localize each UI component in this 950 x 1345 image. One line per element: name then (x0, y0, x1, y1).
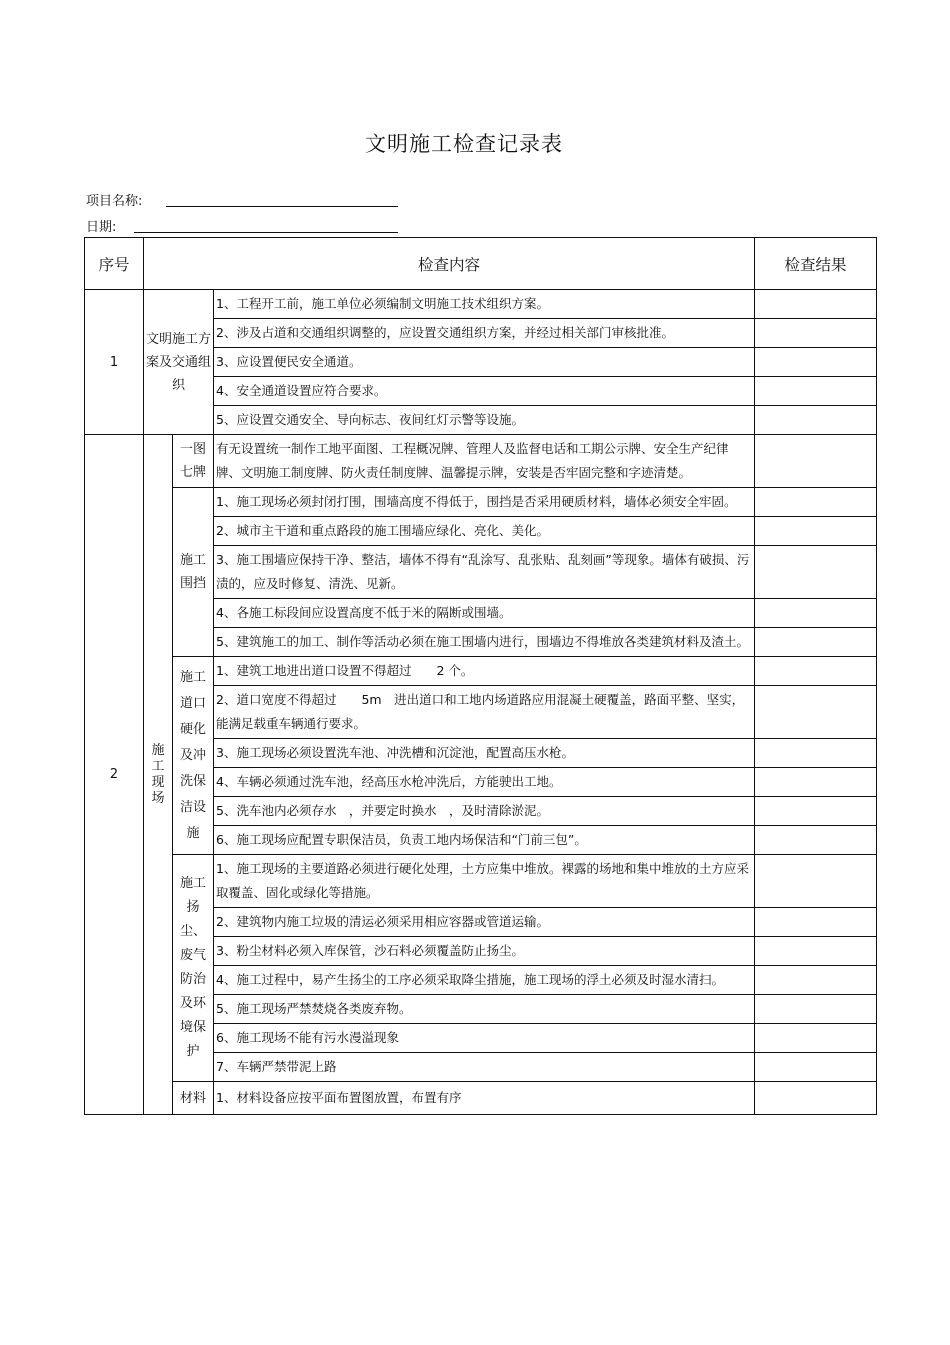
table-row (85, 290, 877, 319)
check-item: 1、施工现场的主要道路必须进行硬化处理，土方应集中堆放。裸露的场地和集中堆放的土方应采取覆盖、固化或绿化等措施。 (214, 855, 755, 908)
result-cell[interactable] (755, 488, 877, 517)
check-item: 5、施工现场严禁焚烧各类废弃物。 (214, 995, 755, 1024)
check-item: 有无设置统一制作工地平面图、工程概况牌、管理人及监督电话和工期公示牌、安全生产纪律牌、文明施工制度牌、防火责任制度牌、温馨提示牌，安装是否牢固完整和字迹清楚。 (214, 435, 755, 488)
date-label: 日期: (86, 220, 117, 235)
result-cell[interactable] (755, 628, 877, 657)
check-item: 6、施工现场应配置专职保洁员，负责工地内场保洁和“门前三包”。 (214, 826, 755, 855)
result-cell[interactable] (755, 348, 877, 377)
section1-category: 文明施工方案及交通组织 (144, 290, 214, 435)
result-cell[interactable] (755, 768, 877, 797)
check-item: 4、施工过程中，易产生扬尘的工序必须采取降尘措施，施工现场的浮土必须及时湿水清扫。 (214, 966, 755, 995)
check-item: 3、施工围墙应保持干净、整洁，墙体不得有“乱涂写、乱张贴、乱刻画”等现象。墙体有破损、污渍的，应及时修复、清洗、见新。 (214, 546, 755, 599)
page-title: 文明施工检查记录表 (365, 132, 563, 156)
result-cell[interactable] (755, 406, 877, 435)
table-row (85, 657, 877, 686)
group-name (173, 488, 214, 657)
result-cell[interactable] (755, 657, 877, 686)
result-cell[interactable] (755, 686, 877, 739)
table-row (85, 1082, 877, 1115)
group-name (173, 657, 214, 855)
group-name-text: 施工道口硬化及冲洗保洁设施 (179, 669, 206, 841)
section2-num: 2 (85, 435, 144, 1115)
table-row (85, 855, 877, 908)
check-item: 3、应设置便民安全通道。 (214, 348, 755, 377)
check-item: 3、施工现场必须设置洗车池、冲洗槽和沉淀池，配置高压水枪。 (214, 739, 755, 768)
check-item: 5、洗车池内必须存水 ，并要定时换水 ，及时清除淤泥。 (214, 797, 755, 826)
result-cell[interactable] (755, 937, 877, 966)
result-cell[interactable] (755, 995, 877, 1024)
result-cell[interactable] (755, 1024, 877, 1053)
date-field (86, 216, 116, 235)
result-cell[interactable] (755, 435, 877, 488)
check-item: 4、车辆必须通过洗车池，经高压水枪冲洗后，方能驶出工地。 (214, 768, 755, 797)
group-name-text: 施工扬尘、废气防治及环境保护 (179, 876, 206, 1059)
result-cell[interactable] (755, 319, 877, 348)
result-cell[interactable] (755, 290, 877, 319)
result-cell[interactable] (755, 966, 877, 995)
check-item: 4、安全通道设置应符合要求。 (214, 377, 755, 406)
project-name-field (86, 190, 142, 209)
result-cell[interactable] (755, 908, 877, 937)
group-name-text: 材料 (179, 1090, 206, 1106)
check-item: 2、涉及占道和交通组织调整的，应设置交通组织方案，并经过相关部门审核批准。 (214, 319, 755, 348)
check-item: 5、建筑施工的加工、制作等活动必须在施工围墙内进行，围墙边不得堆放各类建筑材料及渣土。 (214, 628, 755, 657)
check-item: 6、施工现场不能有污水漫溢现象 (214, 1024, 755, 1053)
group-name (173, 1082, 214, 1115)
check-item: 5、应设置交通安全、导向标志、夜间红灯示警等设施。 (214, 406, 755, 435)
check-item: 3、粉尘材料必须入库保管，沙石料必须覆盖防止扬尘。 (214, 937, 755, 966)
group-name (173, 435, 214, 488)
project-name-line (166, 206, 398, 207)
section1-num: 1 (85, 290, 144, 435)
check-item: 2、城市主干道和重点路段的施工围墙应绿化、亮化、美化。 (214, 517, 755, 546)
table-row (85, 488, 877, 517)
section2-category (144, 435, 173, 1115)
header-seq: 序号 (85, 238, 144, 290)
header-result: 检查结果 (755, 238, 877, 290)
result-cell[interactable] (755, 599, 877, 628)
result-cell[interactable] (755, 855, 877, 908)
result-cell[interactable] (755, 517, 877, 546)
header-content: 检查内容 (144, 238, 755, 290)
result-cell[interactable] (755, 739, 877, 768)
header-row (85, 238, 877, 290)
check-item: 7、车辆严禁带泥上路 (214, 1053, 755, 1082)
check-item: 2、建筑物内施工垃圾的清运必须采用相应容器或管道运输。 (214, 908, 755, 937)
check-item: 1、建筑工地进出道口设置不得超过 2 个。 (214, 657, 755, 686)
check-item: 2、道口宽度不得超过 5m 进出道口和工地内场道路应用混凝土硬覆盖，路面平整、坚实，能满足载重车辆通行要求。 (214, 686, 755, 739)
section2-category-text: 施工现场 (151, 742, 165, 806)
group-name-text: 一图七牌 (179, 442, 206, 480)
check-item: 1、材料设备应按平面布置图放置，布置有序 (214, 1082, 755, 1115)
check-item: 4、各施工标段间应设置高度不低于米的隔断或围墙。 (214, 599, 755, 628)
result-cell[interactable] (755, 797, 877, 826)
result-cell[interactable] (755, 377, 877, 406)
result-cell[interactable] (755, 1053, 877, 1082)
project-name-label: 项目名称: (86, 194, 143, 209)
result-cell[interactable] (755, 826, 877, 855)
result-cell[interactable] (755, 546, 877, 599)
group-name-text: 施工围挡 (179, 553, 206, 591)
check-item: 1、工程开工前，施工单位必须编制文明施工技术组织方案。 (214, 290, 755, 319)
check-item: 1、施工现场必须封闭打围，围墙高度不得低于，围挡是否采用硬质材料，墙体必须安全牢固。 (214, 488, 755, 517)
table-row (85, 435, 877, 488)
result-cell[interactable] (755, 1082, 877, 1115)
group-name (173, 855, 214, 1082)
date-line (134, 232, 398, 233)
inspection-table (84, 237, 877, 1115)
